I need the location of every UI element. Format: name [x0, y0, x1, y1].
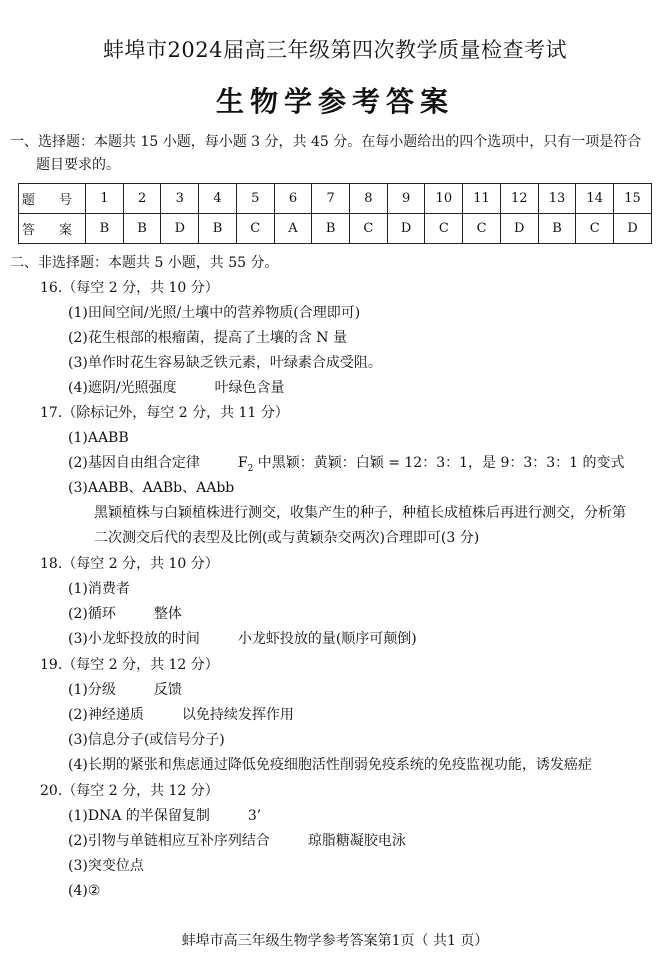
q17-answer-2a: (2)基因自由组合定律	[68, 455, 200, 471]
answer-cell: C	[425, 214, 463, 244]
q20-answer-2b: 琼脂糖凝胶电泳	[307, 833, 406, 849]
q18-answer-3	[68, 629, 417, 649]
q17-answer-3-line3: 二次测交后代的表型及比例(或与黄颖杂交两次)合理即可(3 分)	[94, 530, 480, 546]
answer-cell: D	[614, 214, 652, 244]
section1-intro-line1: 一、选择题：本题共 15 小题，每小题 3 分，共 45 分。在每小题给出的四个选项中，只有一项是符合	[10, 134, 642, 150]
answer-cell: C	[463, 214, 501, 244]
q18-answer-2b: 整体	[153, 606, 182, 622]
q16-answer-3: (3)单作时花生容易缺乏铁元素，叶绿素合成受阻。	[68, 355, 382, 371]
answer-key-title: 生物学参考答案	[215, 85, 454, 118]
q17-answer-3: (3)AABB、AABb、AAbb	[68, 480, 235, 496]
f2-symbol: F	[237, 455, 248, 471]
q16-answer-1: (1)田间空间/光照/土壤中的营养物质(合理即可)	[68, 305, 361, 321]
q20-answer-2a: (2)引物与单链相应互补序列结合	[68, 833, 270, 849]
f2-subscript: 2	[247, 463, 254, 474]
q20-answer-1	[68, 806, 261, 826]
answer-cell: A	[274, 214, 312, 244]
q20-answer-2	[68, 831, 406, 851]
answer-cell: C	[576, 214, 614, 244]
q19-heading: 19.（每空 2 分，共 12 分）	[40, 657, 219, 673]
q17-ratio-text: 中黑颖：黄颖：白颖 = 12：3：1，是 9：3：3：1 的变式	[253, 455, 625, 471]
q17-answer-2b	[237, 455, 625, 474]
answer-cell: B	[312, 214, 350, 244]
answer-cell: D	[500, 214, 538, 244]
q19-answer-1	[68, 680, 182, 700]
q16-answer-2: (2)花生根部的根瘤菌，提高了土壤的含 N 量	[68, 330, 347, 346]
q17-answer-2	[68, 453, 625, 479]
q18-answer-3a: (3)小龙虾投放的时间	[68, 631, 200, 647]
q16-answer-4	[68, 378, 285, 398]
q19-answer-2	[68, 705, 294, 725]
answer-cell: D	[387, 214, 425, 244]
row-label-answer: 答 案	[19, 214, 86, 244]
q19-answer-4: (4)长期的紧张和焦虑通过降低免疫细胞活性削弱免疫系统的免疫监视功能，诱发癌症	[68, 757, 592, 773]
question-number: 10	[425, 184, 463, 214]
section2-intro: 二、非选择题：本题共 5 小题，共 55 分。	[10, 255, 279, 271]
answer-cell: B	[538, 214, 576, 244]
q16-heading: 16.（每空 2 分，共 10 分）	[40, 280, 219, 296]
q19-answer-1b: 反馈	[153, 682, 182, 698]
answer-cell: B	[86, 214, 124, 244]
question-number: 14	[576, 184, 614, 214]
q18-answer-1: (1)消费者	[68, 581, 130, 597]
page-footer: 蚌埠市高三年级生物学参考答案第1页（ 共1 页）	[181, 933, 489, 949]
answer-cell: B	[123, 214, 161, 244]
answer-cell: C	[236, 214, 274, 244]
row-label-number: 题 号	[19, 184, 86, 214]
question-number: 12	[500, 184, 538, 214]
q20-answer-1a: (1)DNA 的半保留复制	[68, 808, 210, 824]
q16-answer-4a: (4)遮阴/光照强度	[68, 380, 177, 396]
q17-answer-1: (1)AABB	[68, 430, 129, 446]
exam-title: 蚌埠市2024届高三年级第四次教学质量检查考试	[103, 38, 567, 62]
question-number: 13	[538, 184, 576, 214]
question-number: 9	[387, 184, 425, 214]
table-row-numbers	[19, 184, 652, 214]
q20-answer-1b: 3’	[247, 808, 262, 824]
answer-cell: C	[350, 214, 388, 244]
answer-cell: B	[199, 214, 237, 244]
question-number: 11	[463, 184, 501, 214]
q18-answer-2	[68, 604, 182, 624]
answer-cell: D	[161, 214, 199, 244]
q16-answer-4b: 叶绿色含量	[214, 380, 285, 396]
question-number: 7	[312, 184, 350, 214]
q18-answer-3b: 小龙虾投放的量(顺序可颠倒)	[237, 631, 417, 647]
q19-answer-1a: (1)分级	[68, 682, 116, 698]
q19-answer-2a: (2)神经递质	[68, 707, 144, 723]
answer-table	[18, 183, 652, 244]
table-row-answers	[19, 214, 652, 244]
question-number: 3	[161, 184, 199, 214]
question-number: 6	[274, 184, 312, 214]
q20-answer-3: (3)突变位点	[68, 858, 144, 874]
question-number: 2	[123, 184, 161, 214]
q20-heading: 20.（每空 2 分，共 12 分）	[40, 783, 219, 799]
q20-answer-4: (4)②	[68, 883, 101, 899]
q19-answer-2b: 以免持续发挥作用	[181, 707, 294, 723]
question-number: 1	[86, 184, 124, 214]
question-number: 15	[614, 184, 652, 214]
q17-answer-3-line2: 黑颖植株与白颖植株进行测交，收集产生的种子，种植长成植株后再进行测交，分析第	[94, 505, 626, 521]
q19-answer-3: (3)信息分子(或信号分子)	[68, 732, 225, 748]
question-number: 5	[236, 184, 274, 214]
question-number: 4	[199, 184, 237, 214]
q17-heading: 17.（除标记外，每空 2 分，共 11 分）	[40, 405, 289, 421]
q18-answer-2a: (2)循环	[68, 606, 116, 622]
q18-heading: 18.（每空 2 分，共 10 分）	[40, 556, 219, 572]
section1-intro-line2: 题目要求的。	[36, 157, 120, 173]
question-number: 8	[350, 184, 388, 214]
